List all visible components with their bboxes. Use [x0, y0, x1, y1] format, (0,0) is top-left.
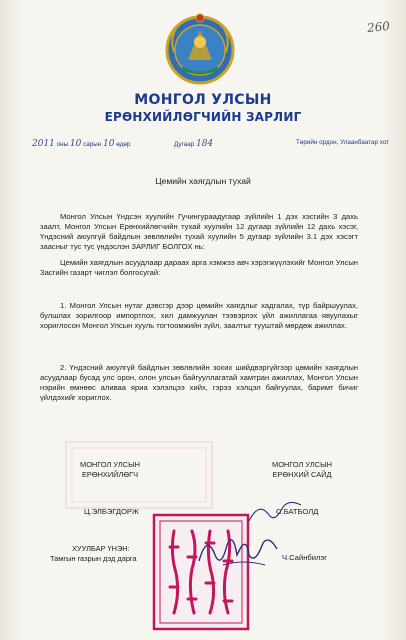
date-year: 2011 [32, 139, 55, 149]
president-title [60, 460, 160, 479]
date-month-suffix: сарын [83, 141, 102, 148]
prime-minister-title-line1: МОНГОЛ УЛСЫН [272, 460, 332, 469]
page-number: 260 [366, 18, 391, 36]
certifier-name: Ч.Сайнбилэг [282, 553, 328, 562]
president-title-line1: МОНГОЛ УЛСЫН [80, 460, 140, 469]
president-name: Ц.ЭЛБЭГДОРЖ [84, 507, 139, 516]
number-label: Дугаар [174, 141, 195, 148]
prime-minister-title-line2: ЕРӨНХИЙ САЙД [272, 469, 332, 479]
document-subject: Цемийн хаягдлын тухай [155, 176, 251, 186]
document-date [32, 139, 130, 149]
date-day-suffix: өдөр [116, 141, 131, 148]
president-title-line2: ЕРӨНХИЙЛӨГЧ [81, 469, 139, 479]
handwritten-signature [193, 525, 283, 575]
prime-minister-signature [245, 497, 305, 527]
document-place: Төрийн ордон, Улаанбаатар хот [296, 139, 390, 146]
date-month: 10 [69, 139, 82, 149]
date-year-suffix: оны [56, 141, 69, 148]
certification-position: Тамгын газрын дэд дарга [50, 553, 137, 563]
preamble-paragraph: Монгол Улсын Үндсэн хуулийн Гучингураадугаар зүйлийн 1 дэх хэсгийн 3 дахь заалт, Монгол Улсын Ерөнхийлөгчийн тухай хуулийн 12 дугаар зүйлийн 12 дахь хэсэг, Үндэсний аюулгүй байдлын зөвлөлийн тухай хуулийн 5 дугаар зүйлийн 3.1 дэх хэсэгт заасныг тус тус үндэслэн ЗАРЛИГ БОЛГОХ нь: [40, 212, 358, 252]
prime-minister-name: С.БАТБОЛД [276, 507, 319, 516]
state-emblem-icon [160, 12, 240, 86]
number-value: 184 [195, 139, 214, 149]
clause-2-paragraph: 2. Үндэсний аюулгүй байдлын зөвлөлийн зохих шийдвэргүйгээр цөмийн хаягдлын асуудлаар бусад улс орон, олон улсын байгууллагатай хамтран ажиллах, Монгол Улсын нэрийн өмнөөс аливаа яриа хэлэлцээ хийх, гэрээ хэлцэл байгуулах, баримт бичиг үйлдэхийг хориглох. [40, 363, 358, 403]
date-day: 10 [103, 139, 115, 149]
directive-paragraph: Цемийн хаягдлын асуудлаар дараах арга хэмжээ авч хэрэгжүүлэхийг Монгол Улсын Засгийн газарт чиглэл болгосугай: [40, 258, 358, 278]
document-title: МОНГОЛ УЛСЫН [134, 92, 272, 108]
certification-block [50, 544, 180, 563]
clause-1-paragraph: 1. Монгол Улсын нутаг дэвсгэр дээр цөмийн хаягдлыг хадгалах, түр байршуулах, булшлах зорилгоор импортлох, хил дамжуулан тээвэрлэх үйл ажиллагаа явуулахыг хориглосон Монгол Улсын хууль тогтоомжийн зүйл, заалтыг тууштай мөрдөж ажиллах. [40, 301, 358, 331]
document-number [174, 139, 213, 149]
prime-minister-title [250, 460, 354, 479]
document-subtitle: ЕРӨНХИЙЛӨГЧИЙН ЗАРЛИГ [104, 110, 302, 124]
certification-title: ХУУЛБАР ҮНЭН: [72, 544, 130, 553]
